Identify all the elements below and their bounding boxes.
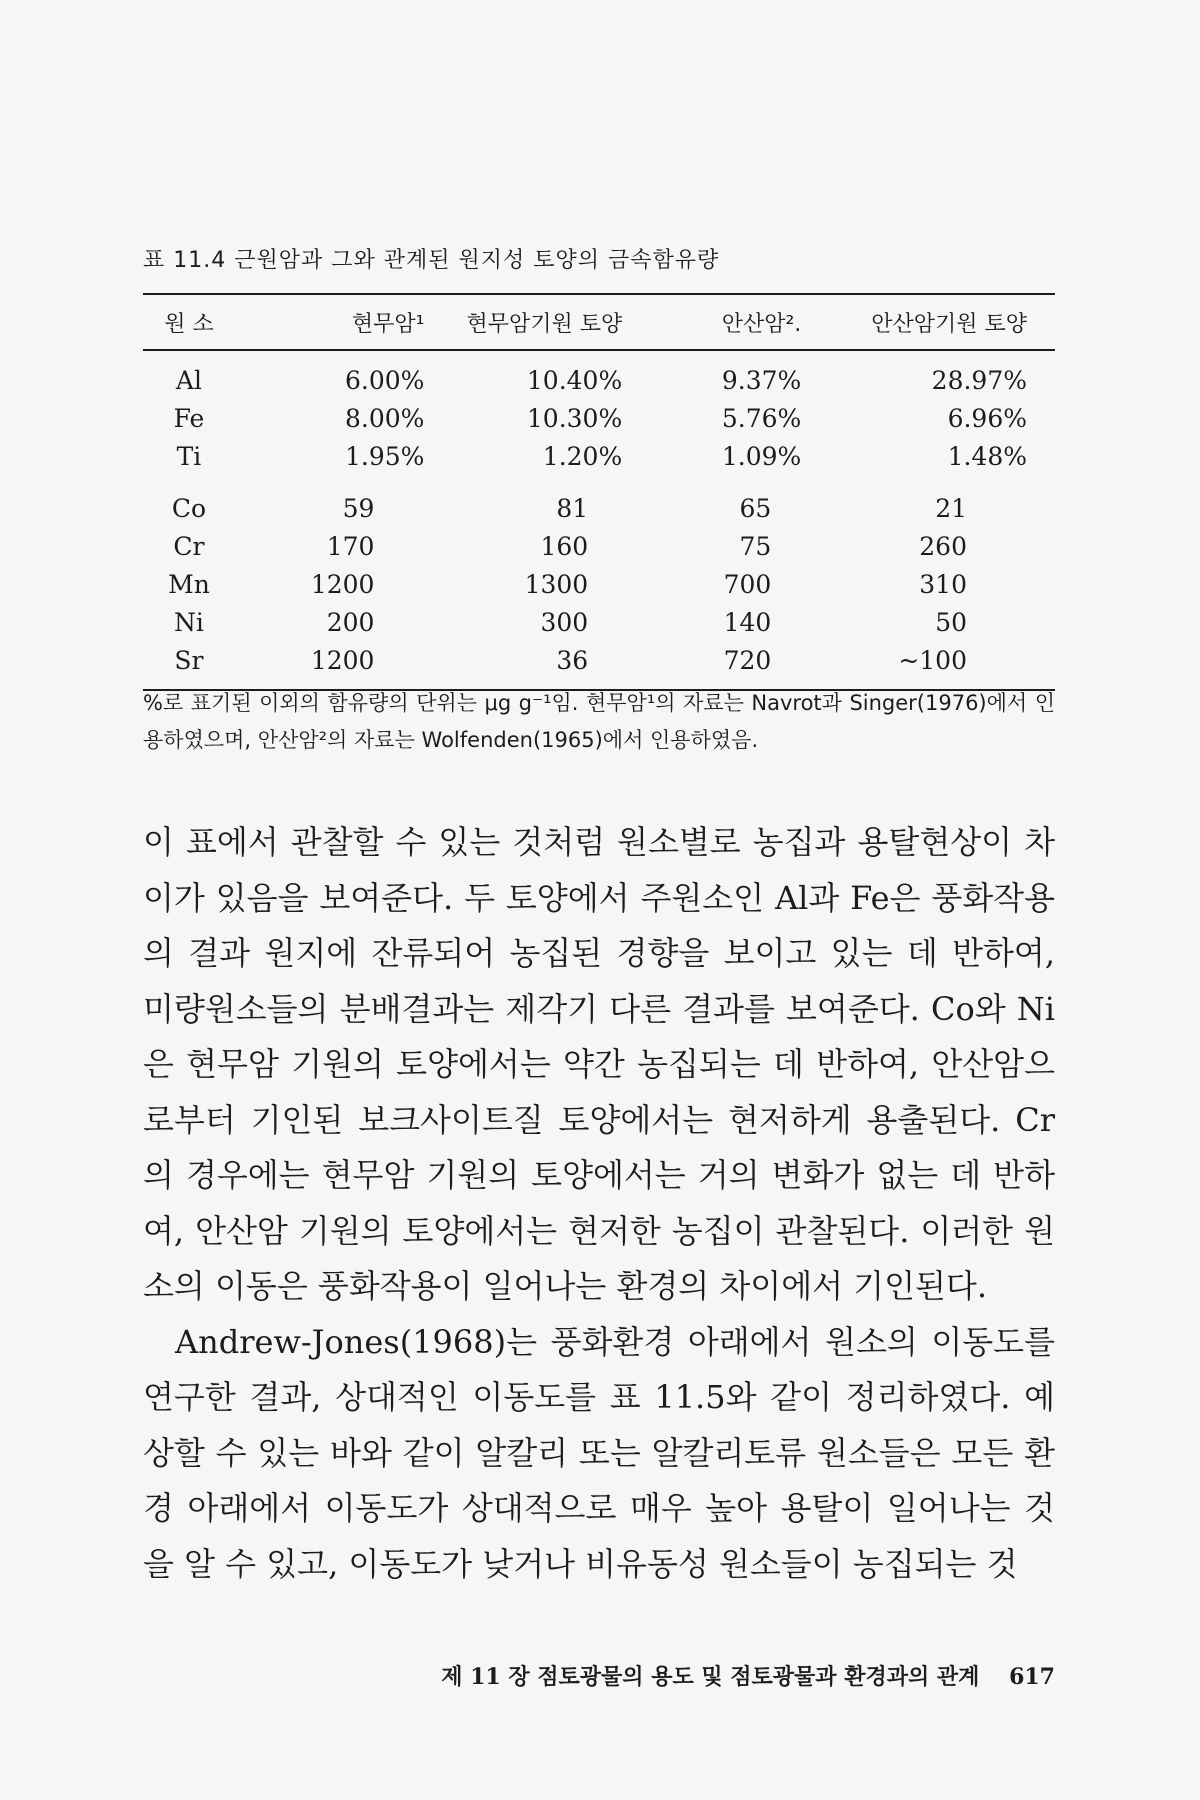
chapter-title: 제 11 장 점토광물의 용도 및 점토광물과 환경과의 관계 <box>441 1664 980 1690</box>
value-cell: 65 <box>739 493 772 523</box>
table-caption: 표 11.4 근원암과 그와 관계된 원지성 토양의 금속함유량 <box>143 248 720 273</box>
value-cell: 5.76% <box>721 403 802 433</box>
body-text <box>143 815 1055 1592</box>
value-cell: 1.09% <box>721 441 802 471</box>
page-number: 617 <box>1009 1664 1055 1690</box>
running-footer <box>320 1660 1055 1691</box>
paragraph: 이 표에서 관찰할 수 있는 것처럼 원소별로 농집과 용탈현상이 차이가 있음을 보여준다. 두 토양에서 주원소인 Al과 Fe은 풍화작용의 결과 원지에 잔류되어 농집된 경향을 보이고 있는 데 반하여, 미량원소들의 분배결과는 제각기 다른 결과를 보여준다. Co와 Ni은 현무암 기원의 토양에서는 약간 농집되는 데 반하여, 안산암으로부터 기인된 보크사이트질 토양에서는 현저하게 용출된다. Cr의 경우에는 현무암 기원의 토양에서는 거의 변화가 없는 데 반하여, 안산암 기원의 토양에서는 현저한 농집이 관찰된다. 이러한 원소의 이동은 풍화작용이 일어나는 환경의 차이에서 기인된다. <box>143 823 1055 1305</box>
value-cell: 1200 <box>235 641 443 690</box>
paragraph: Andrew-Jones(1968)는 풍화환경 아래에서 원소의 이동도를 연구한 결과, 상대적인 이동도를 표 11.5와 같이 정리하였다. 예상할 수 있는 바와 같이 알칼리 또는 알칼리토류 원소들은 모든 환경 아래에서 이동도가 상대적으로 매우 높아 용탈이 일어나는 것을 알 수 있고, 이동도가 낮거나 비유동성 원소들이 농집되는 것 <box>143 1322 1055 1583</box>
value-cell: 170 <box>326 531 375 561</box>
table-header-row <box>143 294 1055 350</box>
value-cell: 28.97% <box>931 365 1027 395</box>
value-cell: 50 <box>935 607 967 637</box>
header-andesite-soil: 안산암기원 토양 <box>819 294 1055 350</box>
table-row <box>143 475 1055 527</box>
value-cell: ~100 <box>819 641 1055 690</box>
header-andesite: 안산암². <box>640 294 819 350</box>
value-cell: 6.00% <box>345 365 425 395</box>
value-cell: 300 <box>540 607 589 637</box>
value-cell: 9.37% <box>721 365 802 395</box>
table-row <box>143 527 1055 565</box>
value-cell: 10.40% <box>526 365 623 395</box>
element-cell: Sr <box>143 641 235 690</box>
value-cell: 1200 <box>310 569 375 599</box>
value-cell: 10.30% <box>526 403 623 433</box>
element-cell: Al <box>175 365 202 395</box>
element-cell: Co <box>171 493 207 523</box>
element-cell: Cr <box>173 531 205 561</box>
element-cell: Ni <box>174 607 204 637</box>
table-row <box>143 565 1055 603</box>
value-cell: 1.48% <box>947 441 1027 471</box>
value-cell: 140 <box>723 607 772 637</box>
value-cell: 6.96% <box>947 403 1027 433</box>
table-row <box>143 603 1055 641</box>
header-basalt-soil: 현무암기원 토양 <box>442 294 640 350</box>
value-cell: 36 <box>442 641 640 690</box>
value-cell: 700 <box>723 569 772 599</box>
element-cell: Ti <box>176 441 202 471</box>
element-cell: Mn <box>168 569 210 599</box>
value-cell: 21 <box>935 493 967 523</box>
value-cell: 260 <box>919 531 967 561</box>
value-cell: 1.95% <box>345 441 425 471</box>
table-row <box>143 437 1055 475</box>
metal-content-table <box>143 293 1055 691</box>
value-cell: 310 <box>919 569 967 599</box>
value-cell: 81 <box>556 493 589 523</box>
table-footnote: %로 표기된 이외의 함유량의 단위는 μg g⁻¹임. 현무암¹의 자료는 Navrot과 Singer(1976)에서 인용하였으며, 안산암²의 자료는 Wolfenden(1965)에서 인용하였음. <box>143 691 1055 752</box>
value-cell: 8.00% <box>345 403 425 433</box>
value-cell: 1300 <box>524 569 589 599</box>
value-cell: 1.20% <box>542 441 623 471</box>
table-row <box>143 399 1055 437</box>
value-cell: 720 <box>640 641 819 690</box>
value-cell: 59 <box>342 493 375 523</box>
header-basalt: 현무암¹ <box>235 294 443 350</box>
value-cell: 200 <box>326 607 375 637</box>
value-cell: 75 <box>739 531 772 561</box>
table-row <box>143 641 1055 690</box>
table-row <box>143 350 1055 399</box>
header-element: 원 소 <box>143 294 235 350</box>
value-cell: 160 <box>540 531 589 561</box>
element-cell: Fe <box>173 403 205 433</box>
